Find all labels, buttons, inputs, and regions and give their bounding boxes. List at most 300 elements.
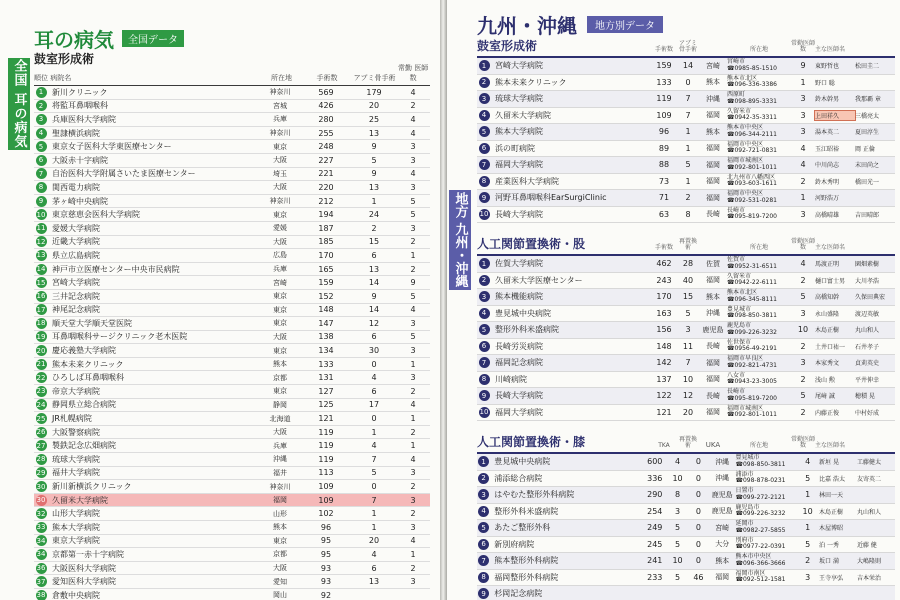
count-a: 241 [647, 556, 663, 566]
stapes-count: 9 [371, 169, 377, 179]
surgery-count: 121 [318, 414, 334, 424]
phone-number: ☎099-272-2121 [735, 493, 786, 501]
table-row [34, 140, 430, 154]
table-row [477, 339, 895, 356]
section-header [477, 234, 895, 256]
hospital-name: 将監耳鼻咽喉科 [52, 101, 108, 111]
phone-number: ☎098-850-3811 [735, 460, 786, 468]
doctor-name-2: 貞苅英史 [855, 360, 880, 368]
doctor-count: 4 [410, 400, 416, 410]
count-c: 0 [695, 473, 701, 483]
table-row [477, 372, 895, 389]
hospital-name: あたご整形外科 [494, 523, 551, 533]
section-tympanoplasty [477, 36, 895, 223]
doctor-name-1: 泊 一秀 [819, 541, 839, 549]
count-a: 245 [647, 539, 663, 549]
rank-badge: 3 [36, 114, 47, 125]
doctor-count: 1 [410, 359, 416, 369]
surgery-count: 92 [320, 590, 332, 600]
doctor-name-1: 木島正樹 [815, 327, 840, 335]
hospital-name: 新川クリニック [52, 87, 108, 97]
hospital-address [735, 455, 796, 468]
hospital-location: 宮城 [273, 101, 287, 110]
hospital-name: 帝京大学病院 [52, 386, 100, 396]
hospital-name: 佐賀大学病院 [495, 259, 543, 269]
doctor-count: 4 [410, 128, 416, 138]
rank-cell [34, 563, 48, 574]
header-rank-name: 順位 病院名 [34, 74, 72, 82]
section-title: 鼓室形成術 [477, 39, 538, 53]
doctor-count: 3 [800, 358, 806, 368]
header-stapes-surgery: アブミ骨手術 [353, 74, 396, 82]
doctor-count: 4 [800, 143, 806, 153]
phone-number: ☎098-895-3331 [727, 97, 777, 105]
table-row [477, 289, 895, 306]
right-header [477, 10, 663, 39]
surgery-count: 119 [318, 454, 334, 464]
hospital-name: 神戸市立医療センター中央市民病院 [52, 264, 180, 274]
hospital-address [727, 356, 791, 369]
doctor-name-1: 木島正樹 [819, 508, 844, 516]
address-city: 宮崎市 [727, 58, 746, 66]
doctor-count: 5 [800, 391, 806, 401]
rank-badge: 9 [36, 196, 47, 207]
rank-badge: 20 [36, 346, 46, 355]
count-a: 170 [656, 292, 672, 302]
stapes-count: 4 [371, 373, 377, 383]
doctor-count: 5 [410, 210, 416, 220]
procedure-subtitle: 鼓室形成術 [34, 52, 95, 66]
rank-badge: 6 [36, 155, 47, 166]
rank-cell [34, 155, 48, 166]
hospital-name: 熊本大学病院 [52, 522, 100, 532]
hospital-address [727, 257, 791, 270]
rank-cell [477, 506, 490, 517]
header-count-b: 再置換術 [678, 435, 697, 450]
header-surgery-count: 手術数 [316, 74, 338, 82]
rank-cell [477, 341, 491, 352]
rank-badge: 6 [479, 143, 490, 154]
doctor-name-1: 坂口 満 [819, 558, 839, 566]
count-b: 40 [682, 275, 694, 285]
rank-cell [34, 372, 48, 383]
rank-cell [34, 114, 48, 125]
hospital-location: 神奈川 [269, 129, 291, 138]
hospital-location: 沖縄 [715, 474, 730, 483]
hospital-name: 熊本大学病院 [495, 127, 543, 137]
hospital-location: 大阪 [273, 183, 287, 192]
doctor-count: 4 [805, 457, 811, 467]
rank-cell [34, 576, 48, 587]
surgery-count: 127 [318, 386, 334, 396]
phone-number: ☎0952-31-6511 [727, 262, 777, 270]
address-city: 熊本市北区 [727, 289, 758, 297]
hospital-address [727, 191, 791, 204]
section-hip-replacement [477, 234, 895, 421]
address-city: 熊本市中央区 [735, 553, 772, 561]
phone-number: ☎096-366-3666 [735, 559, 786, 567]
hospital-name: 製鉄記念広畑病院 [52, 441, 116, 451]
doctor-count: 3 [410, 495, 416, 505]
doctor-name-1: 木屋博昭 [819, 525, 844, 533]
rank-badge: 9 [478, 588, 489, 599]
table-row [477, 58, 895, 75]
doctor-name-1: 野口 聡 [815, 79, 835, 87]
phone-number: ☎092-531-0281 [727, 196, 777, 204]
stapes-count: 6 [371, 386, 377, 396]
doctor-count: 4 [410, 169, 416, 179]
hospital-name: 茅ヶ崎中央病院 [52, 196, 108, 206]
table-row [34, 385, 430, 399]
doctor-count: 10 [797, 325, 809, 335]
hospital-location: 兵庫 [273, 441, 287, 450]
rank-cell [34, 223, 48, 234]
rank-cell [477, 456, 490, 467]
hospital-location: 東京 [273, 319, 287, 328]
surgery-count: 220 [318, 182, 334, 192]
hospital-location: 京都 [273, 373, 287, 382]
count-c: 46 [693, 572, 704, 582]
table-row [34, 168, 430, 182]
surgery-count: 119 [318, 441, 334, 451]
count-b: 12 [682, 391, 694, 401]
table-row [34, 494, 430, 508]
rank-cell [477, 275, 491, 286]
phone-number: ☎093-603-1611 [727, 180, 777, 188]
table-row [477, 553, 895, 570]
hospital-location: 福岡 [706, 193, 720, 202]
count-b: 1 [685, 143, 691, 153]
doctor-count: 3 [410, 223, 416, 233]
doctor-name-2: 友寄英二 [857, 475, 882, 483]
hospital-address [735, 554, 796, 567]
hospital-location: 愛媛 [273, 224, 287, 233]
doctor-name-2: 穂積 晃 [855, 393, 875, 401]
hospital-name: 東京大学病院 [52, 536, 100, 546]
rank-badge: 29 [36, 468, 46, 477]
rank-badge: 17 [36, 305, 46, 314]
rank-badge: 16 [36, 292, 46, 301]
rank-badge: 2 [36, 100, 47, 111]
doctor-count: 4 [410, 305, 416, 315]
rank-cell [477, 77, 491, 88]
rank-badge: 1 [478, 456, 489, 467]
rank-cell [477, 588, 490, 599]
doctor-count: 2 [800, 407, 806, 417]
surgery-count: 95 [320, 536, 332, 546]
count-b: 10 [682, 374, 694, 384]
rank-badge: 9 [479, 192, 490, 203]
doctor-count: 3 [800, 209, 806, 219]
table-row [34, 249, 430, 263]
hospital-location: 神奈川 [269, 197, 291, 206]
hospital-location: 神奈川 [269, 482, 291, 491]
rank-cell [477, 143, 491, 154]
doctor-count: 2 [410, 482, 416, 492]
rank-cell [34, 386, 48, 397]
stapes-count: 13 [368, 128, 380, 138]
table-row [34, 154, 430, 168]
surgery-count: 133 [318, 359, 334, 369]
hospital-location: 大阪 [273, 332, 287, 341]
doctor-name-2: 橋田光一 [855, 178, 880, 186]
rank-badge: 4 [479, 308, 490, 319]
stapes-count: 20 [368, 101, 380, 111]
hospital-location: 福岡 [706, 144, 720, 153]
table-row [34, 304, 430, 318]
hospital-location: 福井 [273, 468, 287, 477]
table-row [477, 141, 895, 158]
rank-badge: 23 [36, 387, 46, 396]
section-header [477, 36, 895, 58]
doctor-count: 4 [800, 160, 806, 170]
doctor-name-2: 松田圭二 [855, 63, 880, 71]
phone-number: ☎0942-35-3311 [727, 114, 777, 122]
address-city: 福岡市中央区 [727, 190, 764, 198]
hospital-address [735, 571, 796, 584]
rank-badge: 4 [36, 128, 47, 139]
count-b: 7 [685, 110, 691, 120]
table-row [34, 439, 430, 453]
doctor-name-1: 上田祥久 [815, 111, 855, 120]
address-city: 佐賀市 [727, 256, 746, 264]
doctor-count: 3 [800, 308, 806, 318]
surgery-count: 170 [318, 250, 334, 260]
doctor-name-2: 夏田淳生 [855, 129, 880, 137]
address-city: 鹿児島市 [735, 503, 760, 511]
phone-number: ☎096-345-8111 [727, 295, 777, 303]
hospital-location: 大阪 [273, 564, 287, 573]
doctor-count: 2 [410, 264, 416, 274]
doctor-count: 4 [410, 114, 416, 124]
hospital-name: 宮崎大学病院 [52, 278, 100, 288]
hospital-location: 大阪 [273, 237, 287, 246]
doctor-count: 4 [410, 536, 416, 546]
phone-number: ☎099-226-3232 [727, 328, 777, 336]
table-row [477, 504, 895, 521]
hospital-name: 東京女子医科大学東医療センター [52, 142, 172, 152]
doctor-name-1: 玉江昭裕 [815, 145, 840, 153]
surgery-count: 165 [318, 264, 334, 274]
doctor-count: 3 [410, 468, 416, 478]
hospital-name: 耳鼻咽喉科サージクリニック老木医院 [52, 332, 188, 342]
doctor-name-1: 林田一天 [819, 492, 844, 500]
count-a: 148 [656, 341, 672, 351]
doctor-name-2: 石井孝子 [855, 343, 880, 351]
address-city: 福岡市中央区 [727, 140, 764, 148]
hospital-name: 京都第一赤十字病院 [52, 549, 124, 559]
rank-badge: 34 [36, 550, 46, 559]
table-row [34, 181, 430, 195]
hospital-name: 静岡県立総合病院 [52, 400, 116, 410]
doctor-name-2: 丸山和人 [857, 508, 882, 516]
stapes-count: 1 [371, 427, 377, 437]
count-a: 119 [656, 94, 672, 104]
stapes-count: 4 [371, 441, 377, 451]
doctor-name-1: 湯本英二 [815, 129, 840, 137]
doctor-name-1: 樋口富士男 [815, 277, 846, 285]
region-title: 九州・沖縄 [477, 14, 577, 38]
doctor-count: 2 [410, 509, 416, 519]
surgery-count: 212 [318, 196, 334, 206]
table-row [477, 190, 895, 207]
rank-badge: 1 [479, 60, 490, 71]
doctor-name-2: 渡辺英敏 [855, 310, 880, 318]
hospital-name: 整形外科米盛病院 [494, 506, 559, 516]
count-b: 10 [672, 473, 683, 483]
hospital-name: 東京慈恵会医科大学病院 [52, 210, 140, 220]
phone-number: ☎092-721-0831 [727, 147, 777, 155]
rank-cell [34, 141, 48, 152]
doctor-count: 2 [410, 386, 416, 396]
count-b: 14 [682, 61, 694, 71]
header-doctors: 常勤 医師数 [398, 64, 429, 82]
rank-cell [477, 324, 491, 335]
doctor-count: 3 [410, 155, 416, 165]
doctor-count: 5 [805, 539, 811, 549]
doctor-count: 1 [410, 549, 416, 559]
table-row [477, 405, 895, 422]
rank-badge: 30 [36, 496, 46, 505]
doctor-count: 2 [800, 275, 806, 285]
rank-cell [477, 374, 491, 385]
table-row [477, 174, 895, 191]
hospital-address [735, 488, 796, 501]
address-city: 福岡市城南区 [727, 404, 764, 412]
stapes-count: 15 [368, 237, 380, 247]
phone-number: ☎095-819-7200 [727, 213, 777, 221]
doctor-count: 5 [805, 473, 811, 483]
count-b: 4 [675, 457, 681, 467]
rank-cell [34, 318, 48, 329]
hospital-name: 熊本機能病院 [495, 292, 543, 302]
hospital-name: JR札幌病院 [52, 414, 92, 424]
table-row [34, 480, 430, 494]
header-address: 所在地 [749, 46, 768, 54]
hospital-location: 京都 [273, 550, 287, 559]
hospital-name: 宮崎大学病院 [495, 61, 543, 71]
section-body [477, 58, 895, 223]
section-title: 人工関節置換術・膝 [477, 435, 586, 449]
rank-cell [34, 304, 48, 315]
doctor-count: 2 [410, 427, 416, 437]
rank-cell [477, 291, 491, 302]
table-row [34, 331, 430, 345]
count-b: 8 [675, 490, 681, 500]
table-row [477, 273, 895, 290]
count-a: 71 [658, 193, 670, 203]
hospital-name: 山形大学病院 [52, 509, 100, 519]
hospital-name: 長崎労災病院 [495, 341, 543, 351]
table-row [477, 355, 895, 372]
table-row [477, 388, 895, 405]
table-row [34, 467, 430, 481]
count-a: 159 [656, 61, 672, 71]
count-a: 163 [656, 308, 672, 318]
hospital-name: 久留米大学病院 [52, 495, 108, 505]
count-a: 96 [658, 127, 670, 137]
hospital-location: 東京 [273, 387, 287, 396]
hospital-location: 長崎 [706, 391, 720, 400]
phone-number: ☎096-344-2111 [727, 130, 777, 138]
address-city: 鹿児島市 [727, 322, 752, 330]
rank-badge: 10 [479, 408, 489, 417]
stapes-count: 6 [371, 563, 377, 573]
address-city: 福岡市城南区 [727, 157, 764, 165]
count-b: 7 [685, 358, 691, 368]
stapes-count: 12 [368, 318, 380, 328]
doctor-name-2: 岡 正倫 [855, 145, 875, 153]
table-row [477, 454, 895, 471]
rank-cell [477, 473, 490, 484]
stapes-count: 6 [371, 332, 377, 342]
rank-cell [477, 308, 491, 319]
header-count-a: TKA [658, 442, 670, 450]
rank-badge: 13 [36, 251, 46, 260]
data-scope-badge: 全国データ [122, 30, 184, 47]
doctor-count: 3 [800, 94, 806, 104]
doctor-name-1: 東野哲也 [815, 63, 840, 71]
count-a: 249 [647, 523, 663, 533]
rank-badge: 24 [36, 400, 46, 409]
address-city: 長崎市 [727, 388, 746, 396]
count-b: 2 [685, 193, 691, 203]
rank-cell [34, 467, 48, 478]
count-a: 137 [656, 374, 672, 384]
address-city: 熊本市中央区 [727, 124, 764, 132]
rank-cell [477, 489, 490, 500]
hospital-name: 聖隷横浜病院 [52, 128, 100, 138]
rank-badge: 14 [36, 265, 46, 274]
hospital-name: 関西電力病院 [52, 182, 100, 192]
doctor-count: 5 [800, 292, 806, 302]
stapes-count: 6 [371, 250, 377, 260]
hospital-name: 産業医科大学病院 [495, 176, 559, 186]
hospital-name: 福岡記念病院 [495, 358, 543, 368]
count-b: 11 [682, 341, 694, 351]
rank-badge: 25 [36, 414, 46, 423]
book-gutter [440, 0, 447, 600]
doctor-count: 10 [802, 506, 813, 516]
table-row [34, 100, 430, 114]
phone-number: ☎099-226-3232 [735, 510, 786, 518]
table-row [34, 453, 430, 467]
doctor-count: 2 [410, 563, 416, 573]
hospital-location: 福岡 [706, 177, 720, 186]
address-city: 別府市 [735, 536, 754, 544]
hospital-location: 熊本 [706, 292, 720, 301]
hospital-name: 福岡整形外科病院 [494, 572, 559, 582]
rank-badge: 6 [479, 341, 490, 352]
hospital-address [727, 158, 791, 171]
count-a: 73 [658, 176, 670, 186]
table-row [34, 317, 430, 331]
table-row [34, 412, 430, 426]
doctor-count: 1 [800, 77, 806, 87]
count-a: 233 [647, 572, 663, 582]
doctor-count: 9 [800, 61, 806, 71]
table-row [477, 75, 895, 92]
section-title: 人工関節置換術・股 [477, 237, 586, 251]
hospital-name: 長崎大学病院 [495, 391, 543, 401]
surgery-count: 255 [318, 128, 334, 138]
rank-cell [477, 539, 490, 550]
table-row [34, 371, 430, 385]
hospital-location: 東京 [273, 536, 287, 545]
header-count-a: 手術数 [654, 244, 673, 252]
surgery-count: 134 [318, 346, 334, 356]
section-body [477, 454, 895, 600]
